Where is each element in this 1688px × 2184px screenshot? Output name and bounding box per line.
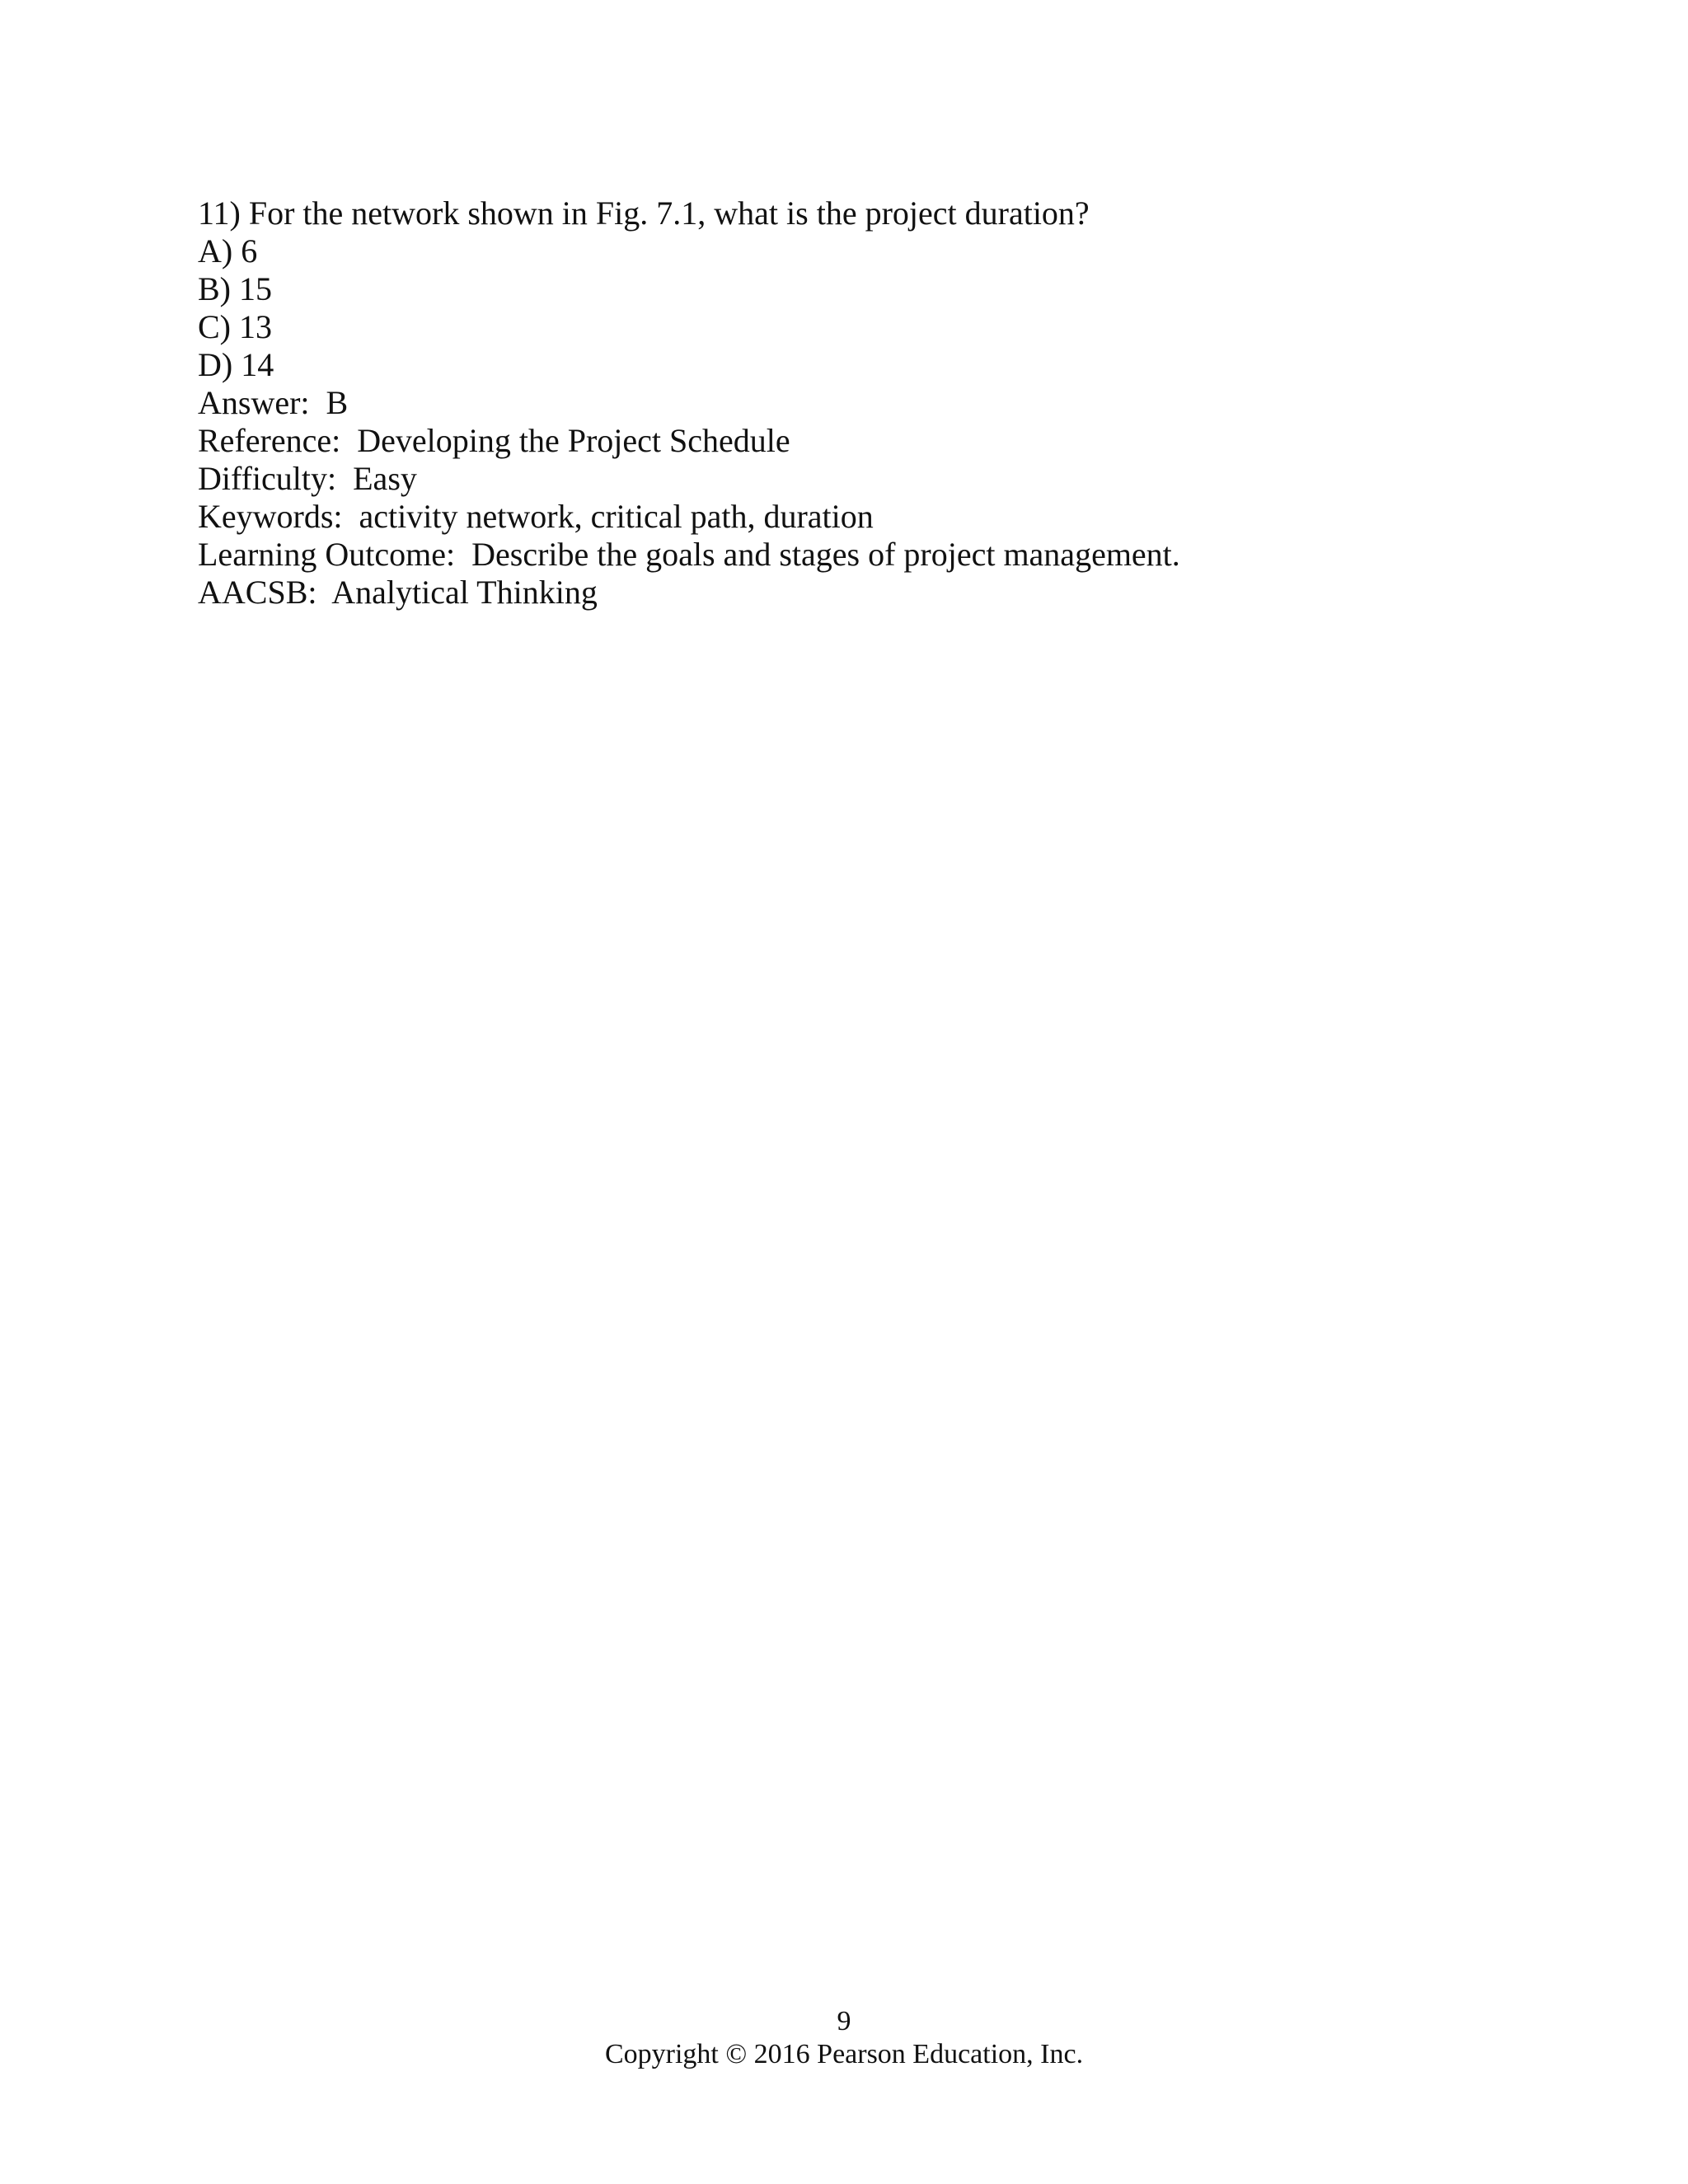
option-b: B) 15 [198, 270, 272, 307]
question-block [198, 194, 1517, 612]
page-number: 9 [837, 2006, 851, 2036]
reference-line: Reference: Developing the Project Schedule [198, 422, 790, 459]
difficulty-line: Difficulty: Easy [198, 460, 417, 497]
option-d: D) 14 [198, 346, 274, 383]
question-stem: 11) For the network shown in Fig. 7.1, what is the project duration? [198, 194, 1090, 232]
aacsb-line: AACSB: Analytical Thinking [198, 574, 598, 611]
keywords-line: Keywords: activity network, critical path, duration [198, 498, 874, 535]
copyright-notice: Copyright © 2016 Pearson Education, Inc. [604, 2039, 1084, 2069]
option-a: A) 6 [198, 232, 258, 269]
learning-outcome-line: Learning Outcome: Describe the goals and stages of project management. [198, 536, 1180, 573]
option-c: C) 13 [198, 308, 272, 345]
answer-line: Answer: B [198, 384, 349, 421]
